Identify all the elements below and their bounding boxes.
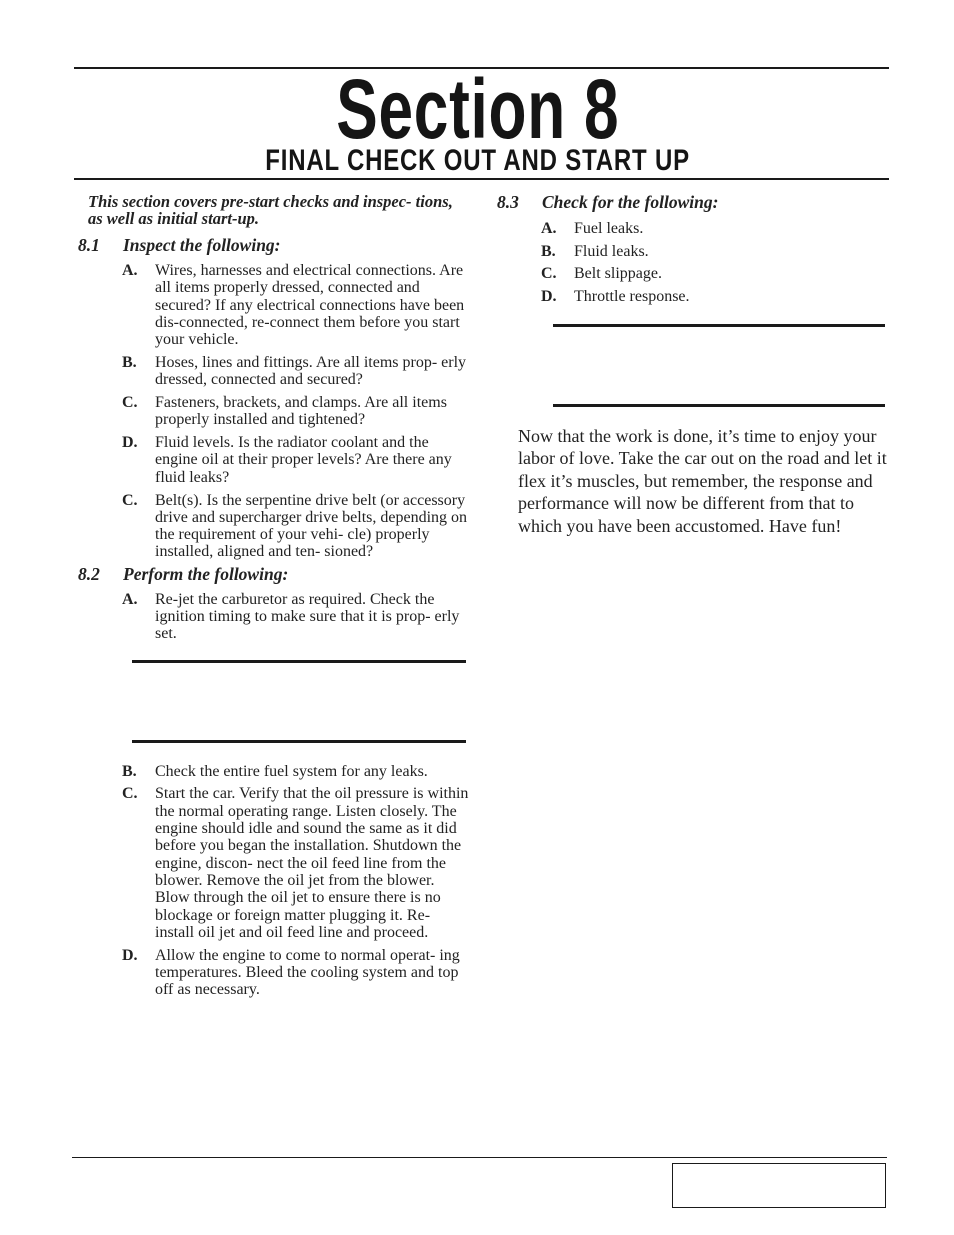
item-text: Fluid leaks.	[574, 242, 649, 260]
list-item	[497, 243, 889, 261]
heading-8-1	[78, 235, 470, 255]
list-item	[497, 220, 889, 238]
item-text: Fasteners, brackets, and clamps. Are all items properly installed and tightened?	[155, 394, 447, 429]
item-letter: B.	[122, 353, 137, 371]
item-text: Hoses, lines and fittings. Are all items prop- erly dressed, connected and secured?	[155, 353, 467, 389]
perform-list-b	[78, 763, 470, 999]
item-letter: C.	[122, 394, 138, 412]
item-letter: B.	[541, 242, 556, 260]
item-text: Fuel leaks.	[574, 220, 644, 237]
perform-list-a	[78, 591, 470, 643]
item-letter: B.	[122, 762, 137, 780]
item-letter: C.	[122, 491, 138, 509]
list-item	[497, 288, 889, 306]
list-item	[78, 262, 470, 348]
list-item	[78, 763, 470, 780]
check-list	[497, 220, 889, 306]
heading-number: 8.2	[78, 563, 100, 584]
intro-paragraph: This section covers pre-start checks and inspec- tions, as well as initial start-up.	[88, 192, 453, 228]
note-box-space	[497, 327, 889, 404]
section-title: Section 8	[336, 62, 620, 156]
heading-title: Perform the following:	[123, 563, 289, 584]
list-item	[497, 265, 889, 283]
title-underline-rule	[74, 178, 889, 180]
item-letter: D.	[122, 434, 138, 452]
footer-rule	[72, 1157, 887, 1158]
item-letter: D.	[541, 287, 557, 305]
item-letter: A.	[122, 590, 138, 608]
section-subtitle: FINAL CHECK OUT AND START UP	[265, 144, 690, 177]
heading-title: Inspect the following:	[123, 235, 281, 255]
item-text: Re-jet the carburetor as required. Check the ignition timing to make sure that it is prop- erly set.	[155, 590, 460, 643]
heading-8-3	[497, 192, 889, 212]
item-text: Fluid levels. Is the radiator coolant and the engine oil at their proper levels? Are there any fluid leaks?	[155, 434, 452, 486]
right-column	[497, 192, 889, 537]
item-letter: D.	[122, 946, 138, 964]
page-number-box	[672, 1163, 886, 1208]
note-box-bottom-rule	[553, 404, 885, 407]
heading-number: 8.3	[497, 192, 519, 212]
list-item	[78, 785, 470, 941]
item-text: Belt(s). Is the serpentine drive belt (or accessory drive and supercharger drive belts, depending on the requirement of your vehi- cle) properly installed, aligned and ten- sioned?	[155, 491, 468, 561]
list-item	[78, 354, 470, 389]
item-text: Check the entire fuel system for any leaks.	[155, 762, 428, 780]
heading-title: Check for the following:	[542, 192, 719, 212]
item-letter: C.	[122, 785, 138, 803]
item-text: Throttle response.	[574, 287, 690, 305]
closing-paragraph: Now that the work is done, it’s time to enjoy your labor of love. Take the car out on the road and let it flex it’s muscles, but remember, the response and performance will now be different from that to which you have been accustomed. Have fun!	[518, 425, 887, 536]
list-item	[78, 492, 470, 561]
heading-8-2	[78, 564, 470, 584]
item-text: Wires, harnesses and electrical connections. Are all items properly dressed, connected and secured? If any electrical connections have been dis-connected, re-connect them before you start your vehicle.	[155, 262, 465, 349]
left-column	[78, 193, 470, 999]
note-box-space	[78, 663, 470, 740]
list-item	[78, 591, 470, 643]
item-letter: A.	[122, 262, 138, 279]
heading-number: 8.1	[78, 235, 100, 255]
list-item	[78, 394, 470, 429]
item-text: Start the car. Verify that the oil pressure is within the normal operating range. Listen closely. The engine should idle and sound the same as it did before you began the installation. Shutdown the engine, discon- nect the oil feed line from the blower. Remove the oil jet from the blower. Blow through the oil jet to ensure there is no blockage or foreign matter plugging it. Re- install oil jet and oil feed line and proceed.	[155, 785, 469, 941]
item-text: Allow the engine to come to normal operat- ing temperatures. Bleed the cooling system and top off as necessary.	[155, 946, 460, 999]
note-box-bottom-rule	[132, 740, 466, 743]
inspect-list	[78, 262, 470, 561]
list-item	[78, 434, 470, 486]
list-item	[78, 947, 470, 999]
item-letter: A.	[541, 220, 557, 237]
item-letter: C.	[541, 265, 557, 282]
item-text: Belt slippage.	[574, 265, 662, 282]
